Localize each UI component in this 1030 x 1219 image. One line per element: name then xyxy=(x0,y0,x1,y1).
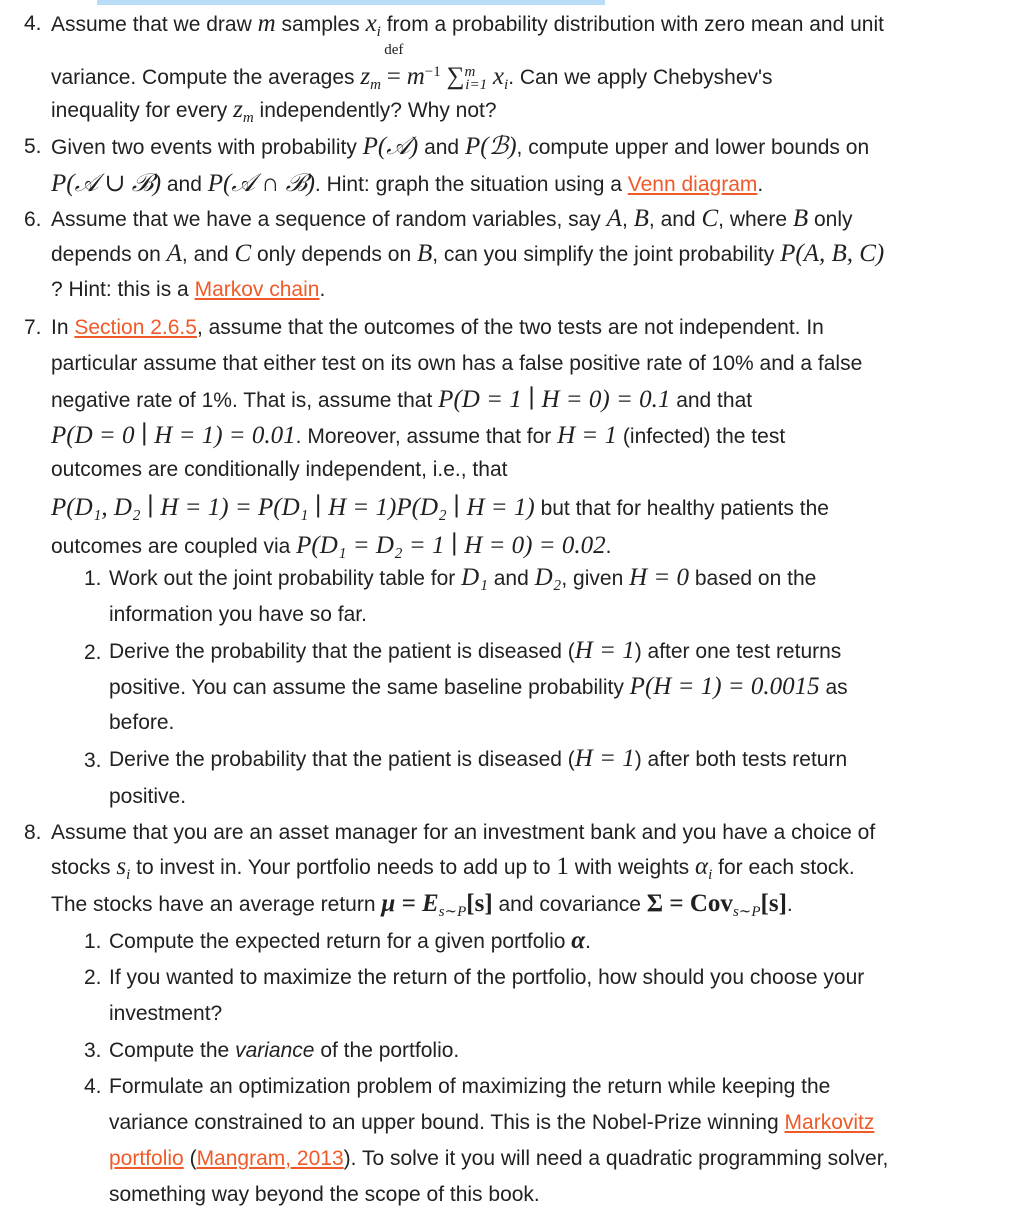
mangram-2013-citation-link[interactable]: Mangram, 2013 xyxy=(196,1147,344,1170)
exercise-8-line-2: stocks $s_i$ to invest in. Your portfolio needs to add up to 1 with weights $\alpha_i$ for each stock. xyxy=(51,853,855,884)
exercise-8-4-line-4: something way beyond the scope of this book. xyxy=(109,1183,540,1206)
exercise-4-line-2: variance. Compute the averages $z_m$ def = $m^{-1}$ ∑$^m_{i=1}$ $x_i$. Can we apply Chebyshev's xyxy=(51,42,773,94)
exercise-7-2-line-1: Derive the probability that the patient is diseased (H = 1) after one test returns xyxy=(109,637,842,664)
exercise-7-line-6: P(D₁, D₂ ∣ H = 1) = P(D₁ ∣ H = 1)P(D₂ ∣ H = 1) but that for healthy patients the xyxy=(51,494,829,521)
exercise-6-line-3: ? Hint: this is a Markov chain. xyxy=(51,278,326,301)
exercise-6-number: 6. xyxy=(24,208,42,231)
exercise-8-1-line-1: Compute the expected return for a given portfolio α. xyxy=(109,927,591,954)
exercise-7-1-line-1: Work out the joint probability table for D₁ and D₂, given H = 0 based on the xyxy=(109,564,817,591)
exercise-8-line-3: The stocks have an average return $\mu = E_{s\sim P}[s]$ and covariance Σ = Cov$_{s\sim P}$[s]. xyxy=(51,890,793,921)
exercise-4-number: 4. xyxy=(24,12,42,35)
exercise-7-1-number: 1. xyxy=(84,567,102,590)
markov-chain-link[interactable]: Markov chain xyxy=(194,278,320,301)
exercise-8-4-number: 4. xyxy=(84,1075,102,1098)
exercise-6-line-1: Assume that we have a sequence of random variables, say A, B, and C, where B only xyxy=(51,205,853,232)
exercise-7-line-3: negative rate of 1%. That is, assume that P(D = 1 ∣ H = 0) = 0.1 and that xyxy=(51,386,753,413)
markovitz-portfolio-link-cont[interactable]: portfolio xyxy=(109,1147,184,1170)
exercise-7-1-line-2: information you have so far. xyxy=(109,603,367,626)
exercise-7-number: 7. xyxy=(24,316,42,339)
exercise-7-2-line-3: before. xyxy=(109,711,175,734)
exercise-8-2-number: 2. xyxy=(84,966,102,989)
exercise-7-3-line-1: Derive the probability that the patient is diseased (H = 1) after both tests return xyxy=(109,745,848,772)
exercise-7-2-number: 2. xyxy=(84,641,102,664)
section-2-6-5-link[interactable]: Section 2.6.5 xyxy=(74,316,197,339)
exercise-6-line-2: depends on A, and C only depends on B, can you simplify the joint probability P(A, B, C) xyxy=(51,240,885,267)
exercise-4-line-1: Assume that we draw m samples $x_i$ from a probability distribution with zero mean and unit xyxy=(51,10,884,41)
exercise-8-2-line-1: If you wanted to maximize the return of the portfolio, how should you choose your xyxy=(109,966,865,989)
exercise-8-3-number: 3. xyxy=(84,1039,102,1062)
exercise-8-4-line-1: Formulate an optimization problem of maximizing the return while keeping the xyxy=(109,1075,831,1098)
exercise-8-1-number: 1. xyxy=(84,930,102,953)
exercise-7-3-number: 3. xyxy=(84,749,102,772)
exercise-8-2-line-2: investment? xyxy=(109,1002,223,1025)
exercise-8-4-line-2: variance constrained to an upper bound. This is the Nobel-Prize winning Markovitz xyxy=(109,1111,875,1134)
venn-diagram-link[interactable]: Venn diagram xyxy=(627,173,758,196)
exercise-4-line-3: inequality for every $z_m$ independently? Why not? xyxy=(51,96,497,127)
exercise-7-line-7: outcomes are coupled via P(D₁ = D₂ = 1 ∣ H = 0) = 0.02. xyxy=(51,532,612,559)
exercise-5-line-1: Given two events with probability P(𝒜) and P(ℬ), compute upper and lower bounds on xyxy=(51,133,870,160)
exercise-7-line-2: particular assume that either test on its own has a false positive rate of 10% and a false xyxy=(51,352,863,375)
exercise-5-number: 5. xyxy=(24,135,42,158)
exercise-5-line-2: P(𝒜 ∪ ℬ) and P(𝒜 ∩ ℬ). Hint: graph the situation using a Venn diagram. xyxy=(51,170,764,197)
exercise-7-line-4: P(D = 0 ∣ H = 1) = 0.01. Moreover, assume that for H = 1 (infected) the test xyxy=(51,422,786,449)
top-highlight-bar xyxy=(97,0,605,5)
exercise-8-line-1: Assume that you are an asset manager for an investment bank and you have a choice of xyxy=(51,821,876,844)
markovitz-portfolio-link[interactable]: Markovitz xyxy=(784,1111,875,1134)
exercise-8-4-line-3: portfolio (Mangram, 2013). To solve it you will need a quadratic programming solver, xyxy=(109,1147,889,1170)
exercise-7-3-line-2: positive. xyxy=(109,785,187,808)
exercise-8-number: 8. xyxy=(24,821,42,844)
exercise-7-line-5: outcomes are conditionally independent, i.e., that xyxy=(51,458,508,481)
exercise-7-2-line-2: positive. You can assume the same baseline probability P(H = 1) = 0.0015 as xyxy=(109,673,848,700)
exercise-8-3-line-1: Compute the variance of the portfolio. xyxy=(109,1039,460,1062)
exercise-7-line-1: In Section 2.6.5, assume that the outcomes of the two tests are not independent. In xyxy=(51,316,824,339)
